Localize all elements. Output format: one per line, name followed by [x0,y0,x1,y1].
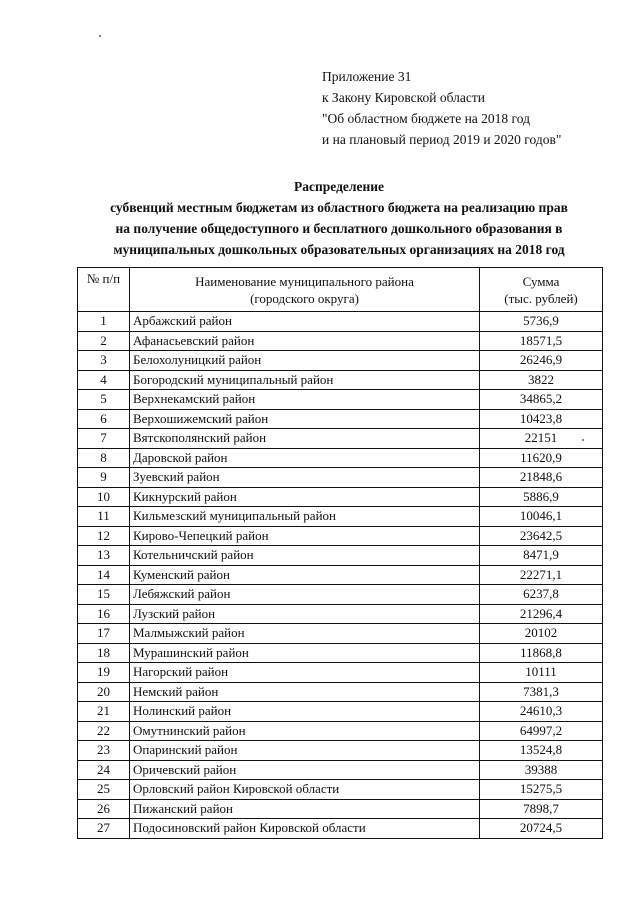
table-row [78,507,603,527]
header-sum [480,268,603,312]
district-name: Нагорский район [130,663,480,683]
sum-value: 6237,8 [480,585,603,605]
appendix-line: к Закону Кировской области [322,90,486,105]
district-name: Нолинский район [130,702,480,722]
row-number: 18 [78,643,130,663]
row-number: 20 [78,682,130,702]
table-row [78,429,603,449]
table-row [78,721,603,741]
table-row [78,643,603,663]
table-row [78,565,603,585]
row-number: 19 [78,663,130,683]
sum-value: 23642,5 [480,526,603,546]
table-row [78,468,603,488]
sum-value: 26246,9 [480,351,603,371]
district-name: Богородский муниципальный район [130,370,480,390]
sum-value: 5736,9 [480,312,603,332]
table-row [78,760,603,780]
table-row [78,546,603,566]
row-number: 2 [78,331,130,351]
district-name: Зуевский район [130,468,480,488]
sum-value: 7898,7 [480,799,603,819]
table-row [78,819,603,839]
district-name: Кирово-Чепецкий район [130,526,480,546]
title-line: Распределение [293,179,385,194]
sum-value: 3822 [480,370,603,390]
district-name: Кикнурский район [130,487,480,507]
district-name: Котельничский район [130,546,480,566]
table-row [78,487,603,507]
title-line: субвенций местным бюджетам из областного бюджета на реализацию прав [110,200,568,215]
district-name: Афанасьевский район [130,331,480,351]
table-row [78,370,603,390]
row-number: 7 [78,429,130,449]
sum-value: 24610,3 [480,702,603,722]
appendix-line: "Об областном бюджете на 2018 год [322,111,530,126]
header-sum-line1: Сумма [522,273,560,289]
sum-value: 7381,3 [480,682,603,702]
sum-value: 64997,2 [480,721,603,741]
sum-value: 10111 [480,663,603,683]
sum-value: 22151 [480,429,603,449]
header-name-line1: Наименование муниципального района [195,273,414,289]
scan-speck [582,439,584,441]
table-row [78,526,603,546]
district-name: Пижанский район [130,799,480,819]
row-number: 22 [78,721,130,741]
sum-value: 10423,8 [480,409,603,429]
district-name: Лузский район [130,604,480,624]
row-number: 15 [78,585,130,605]
row-number: 23 [78,741,130,761]
table-row [78,585,603,605]
title-line: на получение общедоступного и бесплатного дошкольного образования в [115,221,563,236]
table-row [78,741,603,761]
sum-value: 20102 [480,624,603,644]
row-number: 10 [78,487,130,507]
sum-value: 21848,6 [480,468,603,488]
district-name: Даровской район [130,448,480,468]
row-number: 5 [78,390,130,410]
row-number: 4 [78,370,130,390]
district-name: Лебяжский район [130,585,480,605]
sum-value: 10046,1 [480,507,603,527]
row-number: 24 [78,760,130,780]
table-row [78,390,603,410]
sum-value: 11620,9 [480,448,603,468]
row-number: 13 [78,546,130,566]
district-name: Верхнекамский район [130,390,480,410]
district-name: Куменский район [130,565,480,585]
row-number: 6 [78,409,130,429]
district-name: Орловский район Кировской области [130,780,480,800]
sum-value: 21296,4 [480,604,603,624]
table-row [78,312,603,332]
row-number: 12 [78,526,130,546]
table-row [78,663,603,683]
row-number: 16 [78,604,130,624]
district-name: Немский район [130,682,480,702]
table-row [78,702,603,722]
sum-value: 22271,1 [480,565,603,585]
scan-speck [99,35,101,37]
table-row [78,682,603,702]
header-district-name [130,268,480,312]
sum-value: 5886,9 [480,487,603,507]
table-row [78,604,603,624]
sum-value: 20724,5 [480,819,603,839]
district-name: Оричевский район [130,760,480,780]
row-number: 21 [78,702,130,722]
sum-value: 18571,5 [480,331,603,351]
row-number: 1 [78,312,130,332]
district-name: Подосиновский район Кировской области [130,819,480,839]
sum-value: 15275,5 [480,780,603,800]
district-name: Опаринский район [130,741,480,761]
appendix-line: Приложение 31 [322,69,412,84]
district-name: Малмыжский район [130,624,480,644]
sum-value: 8471,9 [480,546,603,566]
row-number: 11 [78,507,130,527]
table-row [78,409,603,429]
title-line: муниципальных дошкольных образовательных организациях на 2018 год [113,242,565,257]
table-row [78,448,603,468]
header-sum-line2: (тыс. рублей) [504,290,578,306]
distribution-table [77,267,603,839]
appendix-line: и на плановый период 2019 и 2020 годов" [322,132,562,147]
row-number: 17 [78,624,130,644]
district-name: Верхошижемский район [130,409,480,429]
district-name: Вятскополянский район [130,429,480,449]
table-row [78,624,603,644]
sum-value: 34865,2 [480,390,603,410]
table-row [78,331,603,351]
document-title [40,176,638,260]
district-name: Белохолуницкий район [130,351,480,371]
district-name: Кильмезский муниципальный район [130,507,480,527]
row-number: 3 [78,351,130,371]
row-number: 27 [78,819,130,839]
header-number-label: № п/п [86,271,121,286]
district-name: Мурашинский район [130,643,480,663]
district-name: Арбажский район [130,312,480,332]
appendix-note [322,66,561,150]
row-number: 14 [78,565,130,585]
table-row [78,780,603,800]
table-row [78,351,603,371]
table-header-row [78,268,603,312]
row-number: 25 [78,780,130,800]
row-number: 26 [78,799,130,819]
table-row [78,799,603,819]
sum-value: 11868,8 [480,643,603,663]
header-number [78,268,130,312]
row-number: 8 [78,448,130,468]
sum-value: 13524,8 [480,741,603,761]
row-number: 9 [78,468,130,488]
district-name: Омутнинский район [130,721,480,741]
header-name-line2: (городского округа) [250,290,359,306]
sum-value: 39388 [480,760,603,780]
